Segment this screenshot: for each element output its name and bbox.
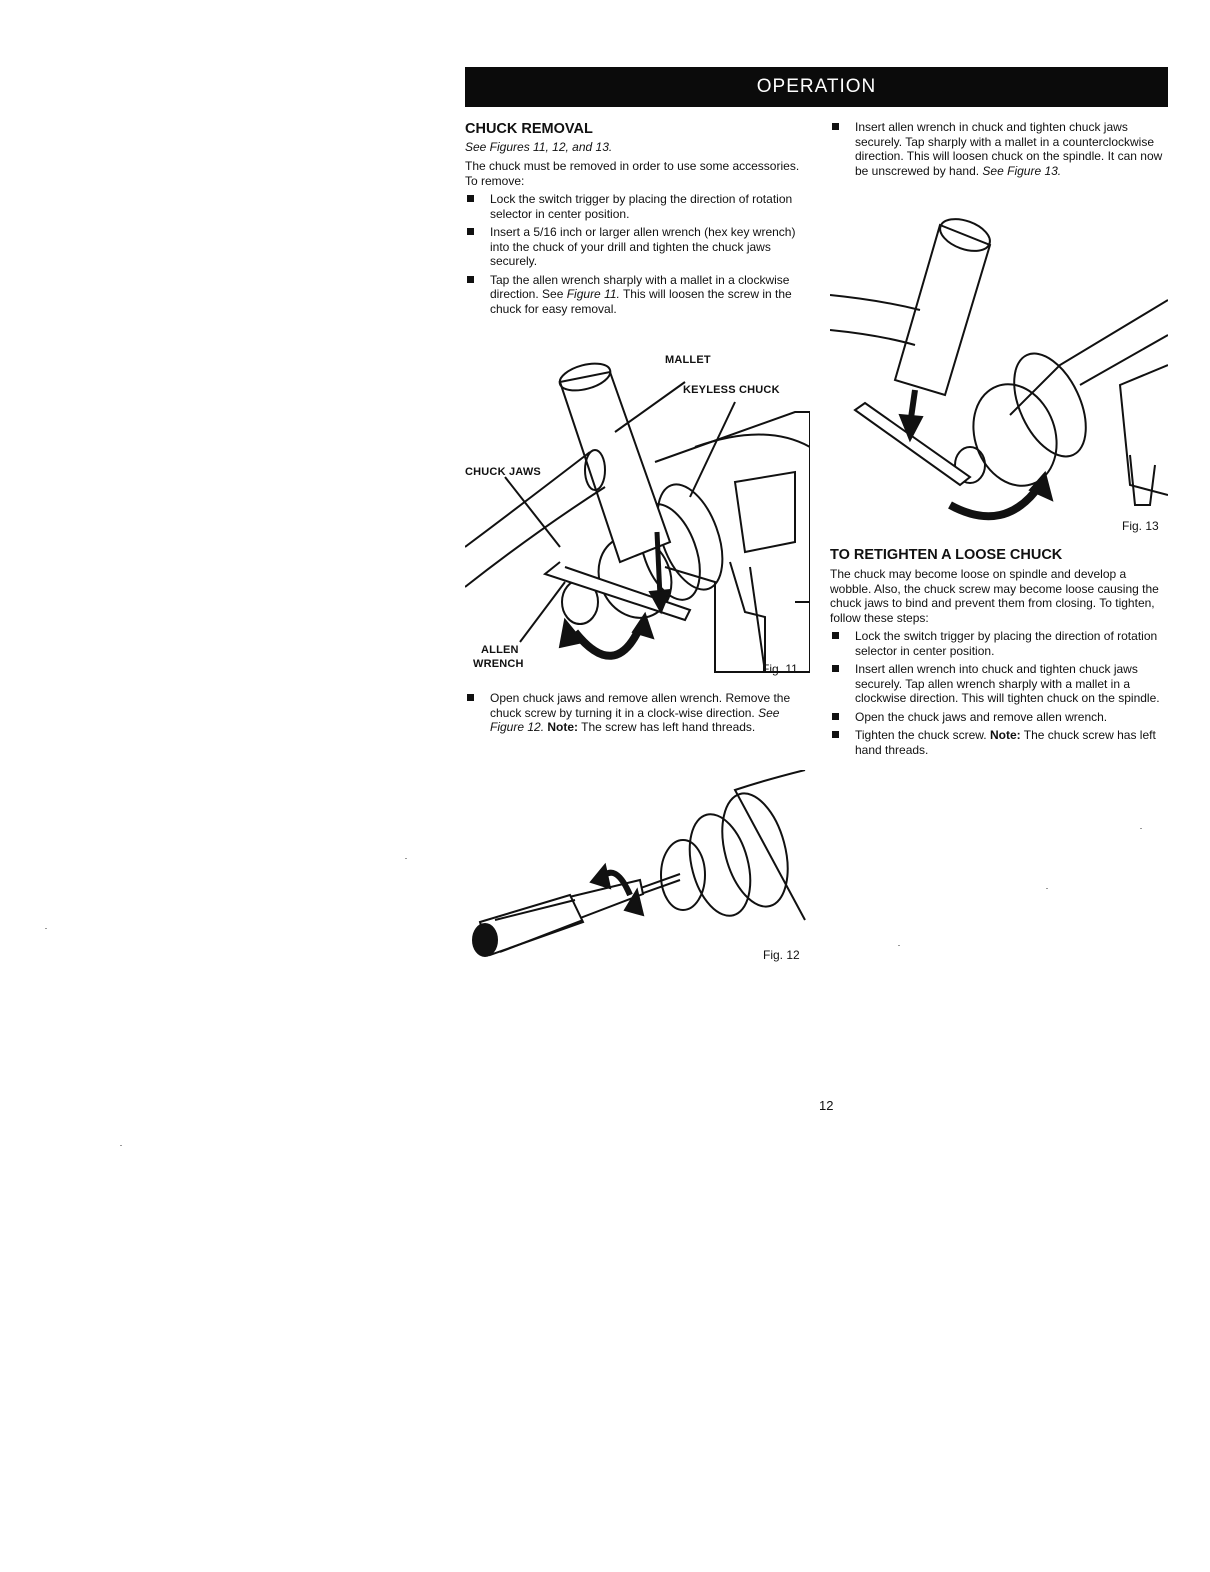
square-bullet-icon [832,665,839,672]
list-item [830,728,1168,757]
step-text: Open chuck jaws and remove allen wrench. Remove the chuck screw by turning it in a clock-wise direction. [490,691,791,720]
list-item [465,225,810,269]
step-text: Tighten the chuck screw. [855,728,990,742]
list-item [830,710,1168,725]
figure-label: Fig. 12 [763,948,800,962]
step-text: Insert allen wrench in chuck and tighten chuck jaws securely. Tap sharply with a mallet in a counterclockwise direction. This will loosen chuck on the spindle. It can now be unscrewed by hand. [855,120,1163,178]
figure-11 [465,352,810,682]
list-item [465,691,810,735]
figure-label: Fig. 13 [1122,519,1159,533]
square-bullet-icon [467,195,474,202]
list-item [465,192,810,221]
figure-ref: See Figure 13. [982,163,1062,178]
step-text: Lock the switch trigger by placing the direction of rotation selector in center position. [855,629,1158,658]
screwdriver-and-drill-illustration [465,770,810,965]
list-item [830,629,1168,658]
left-column-continued [465,691,810,739]
scan-speck [120,1145,122,1146]
banner-title: OPERATION [756,76,877,97]
list-item [830,120,1168,178]
square-bullet-icon [832,713,839,720]
chuck-removal-steps-continued [465,691,810,735]
mallet-and-drill-illustration [465,352,810,682]
note-text: The chuck screw has left hand threads. [855,728,1156,757]
scan-speck [45,928,47,929]
page-number: 12 [819,1098,834,1113]
mallet-and-chuck-illustration [830,215,1168,537]
chuck-removal-intro: The chuck must be removed in order to use some accessories. To remove: [465,159,800,188]
step-text: Insert allen wrench into chuck and tighten chuck jaws securely. Tap allen wrench sharply with a mallet in a clockwise direction. This will tighten chuck on the spindle. [855,662,1160,705]
note-label: Note: [989,728,1021,742]
callout-allen-wrench-line1: ALLEN [481,644,519,656]
note-label: Note: [547,720,579,734]
retighten-heading: TO RETIGHTEN A LOOSE CHUCK [830,547,1063,563]
right-column [830,120,1168,182]
callout-mallet: MALLET [665,354,711,366]
scan-speck [1140,828,1142,829]
figure-12 [465,770,810,965]
square-bullet-icon [467,694,474,701]
step-text: Tap the allen wrench sharply with a mallet in a clockwise direction. See [490,272,790,301]
step-text: Open the chuck jaws and remove allen wrench. [855,709,1108,724]
scan-speck [405,858,407,859]
figure-13 [830,215,1168,537]
list-item [830,662,1168,706]
figures-reference: See Figures 11, 12, and 13. [465,140,613,154]
scan-speck [898,945,900,946]
figure-ref: See Figure 12. [490,705,780,734]
square-bullet-icon [832,731,839,738]
step-text: Lock the switch trigger by placing the direction of rotation selector in center position. [490,192,793,221]
chuck-removal-steps-right [830,120,1168,178]
retighten-section [830,546,1168,761]
chuck-removal-heading: CHUCK REMOVAL [465,121,593,137]
step-text-tail: This will loosen the screw in the chuck for easy removal. [490,287,792,316]
callout-keyless-chuck: KEYLESS CHUCK [683,384,780,396]
callout-allen-wrench-line2: WRENCH [473,658,524,670]
figure-ref: Figure 11. [566,287,620,301]
square-bullet-icon [832,123,839,130]
note-text: The screw has left hand threads. [578,720,756,734]
left-column [465,120,810,320]
retighten-steps [830,629,1168,757]
retighten-intro: The chuck may become loose on spindle and develop a wobble. Also, the chuck screw may become loose causing the chuck jaws to bind and prevent them from closing. To tighten, follow these steps: [830,567,1159,625]
square-bullet-icon [467,276,474,283]
chuck-removal-steps [465,192,810,316]
list-item [465,273,810,317]
square-bullet-icon [467,228,474,235]
callout-chuck-jaws: CHUCK JAWS [465,466,541,478]
step-text: Insert a 5/16 inch or larger allen wrench (hex key wrench) into the chuck of your drill and tighten the chuck jaws securely. [490,225,796,268]
figure-label: Fig. 11 [762,662,798,676]
square-bullet-icon [832,632,839,639]
scan-speck [1046,888,1048,889]
section-banner [465,67,1168,107]
